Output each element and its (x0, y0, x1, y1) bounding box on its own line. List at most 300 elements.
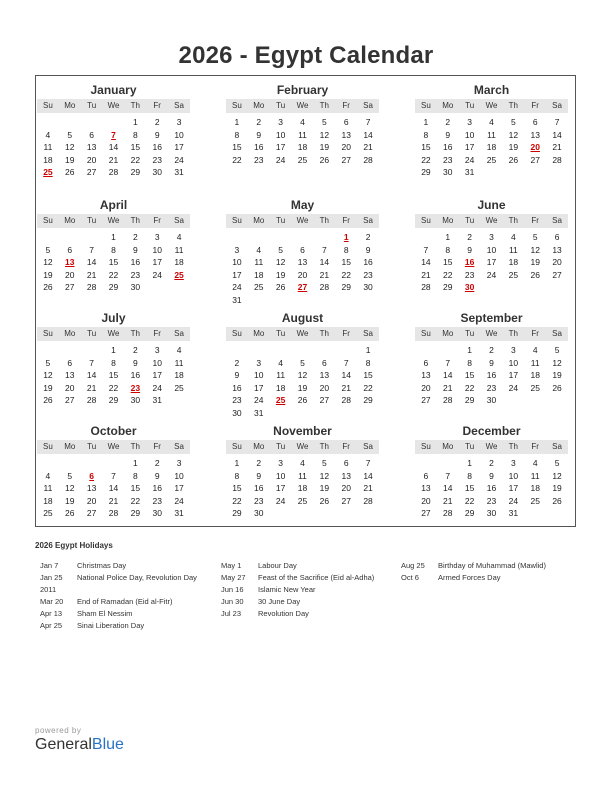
week-row (415, 154, 568, 167)
weekday-header (415, 440, 568, 454)
day-cell: 20 (86, 495, 97, 506)
day-cell: 27 (86, 167, 97, 177)
day-cell: 24 (275, 495, 286, 506)
day-cell: 27 (86, 508, 97, 518)
page-title: 2026 - Egypt Calendar (178, 42, 434, 69)
empty-day (335, 407, 357, 420)
day-cell: 10 (232, 257, 242, 267)
weekday-label: Tu (276, 329, 286, 338)
month-july (37, 310, 190, 407)
empty-day (59, 344, 81, 357)
weekday-label: Su (232, 216, 242, 225)
day-cell: 20 (421, 495, 431, 506)
weekday-label: We (485, 101, 498, 110)
day-cell: 13 (421, 370, 431, 380)
day-cell: 20 (86, 154, 97, 165)
holiday-item (221, 584, 396, 596)
day-cell: 25 (254, 282, 264, 292)
holiday-day: 6 (89, 470, 94, 481)
weekday-label: Fr (153, 216, 161, 225)
day-cell: 19 (552, 370, 562, 380)
day-cell: 27 (421, 395, 431, 405)
day-cell: 23 (152, 495, 162, 506)
holiday-day: 16 (464, 257, 475, 267)
holiday-name: Armed Forces Day (438, 573, 501, 582)
day-cell: 7 (554, 117, 560, 127)
day-cell: 16 (486, 483, 497, 493)
day-cell: 31 (232, 294, 242, 305)
day-cell: 7 (111, 470, 116, 481)
empty-day (335, 294, 357, 307)
weekday-label: Tu (465, 216, 475, 225)
holiday-column (401, 560, 571, 584)
day-cell: 7 (321, 244, 327, 255)
day-cell: 15 (363, 370, 373, 380)
day-cell: 18 (174, 257, 184, 267)
day-cell: 23 (152, 154, 162, 165)
weekday-label: Sa (174, 442, 184, 451)
day-cell: 11 (298, 129, 307, 140)
day-cell: 6 (343, 458, 349, 468)
weekday-label: Fr (153, 442, 161, 451)
week-row (37, 507, 190, 520)
day-cell: 28 (86, 282, 97, 292)
day-cell: 13 (86, 483, 97, 493)
day-cell: 12 (552, 357, 562, 368)
day-cell: 19 (508, 142, 519, 152)
day-cell: 20 (65, 269, 75, 280)
day-cell: 30 (486, 395, 497, 405)
weekday-label: Mo (442, 329, 454, 338)
day-cell: 23 (254, 495, 264, 506)
day-cell: 4 (278, 357, 283, 368)
day-cell: 26 (552, 382, 562, 393)
week-row (37, 269, 190, 282)
day-cell: 18 (254, 269, 264, 280)
day-cell: 19 (65, 495, 75, 506)
day-cell: 26 (275, 282, 286, 292)
day-cell: 15 (232, 483, 242, 493)
day-cell: 21 (341, 382, 351, 393)
holiday-column (221, 560, 396, 620)
day-cell: 24 (152, 269, 162, 280)
empty-day (59, 231, 81, 244)
weekday-label: Tu (87, 442, 97, 451)
day-cell: 16 (130, 370, 141, 380)
month-march (415, 82, 568, 179)
empty-day (313, 231, 335, 244)
brand-name-part2: Blue (91, 736, 124, 753)
day-cell: 22 (232, 154, 242, 165)
day-cell: 10 (174, 129, 184, 140)
day-cell: 22 (464, 495, 475, 506)
empty-day (248, 344, 270, 357)
day-cell: 13 (319, 370, 330, 380)
day-cell: 8 (132, 470, 138, 481)
day-cell: 22 (421, 154, 431, 165)
day-cell: 4 (256, 244, 262, 255)
empty-day (103, 116, 125, 129)
week-row (226, 470, 379, 483)
empty-day (313, 407, 335, 420)
day-cell: 9 (154, 129, 160, 140)
empty-day (226, 231, 248, 244)
empty-day (357, 507, 379, 520)
holiday-item (221, 560, 396, 572)
holiday-day: 13 (65, 257, 75, 267)
day-cell: 17 (508, 483, 519, 493)
day-cell: 17 (152, 370, 162, 380)
day-cell: 15 (464, 483, 475, 493)
day-cell: 18 (297, 142, 308, 152)
day-cell: 14 (363, 470, 373, 481)
day-cell: 14 (443, 483, 453, 493)
week-row (37, 281, 190, 294)
weekday-label: Tu (465, 101, 475, 110)
week-row (226, 231, 379, 244)
empty-day (270, 344, 292, 357)
weekday-label: Su (421, 329, 431, 338)
month-may (226, 197, 379, 306)
day-cell: 6 (423, 470, 429, 481)
day-cell: 2 (467, 232, 472, 242)
day-cell: 2 (489, 345, 494, 355)
weekday-header (226, 99, 379, 113)
empty-day (270, 231, 292, 244)
weekday-label: Su (43, 442, 53, 451)
day-cell: 20 (341, 142, 351, 152)
empty-day (270, 294, 292, 307)
day-cell: 9 (489, 357, 494, 368)
month-october (37, 423, 190, 520)
weekday-header (37, 99, 190, 113)
day-cell: 18 (508, 257, 519, 267)
day-cell: 31 (174, 508, 184, 518)
day-cell: 15 (108, 370, 119, 380)
day-cell: 30 (130, 395, 141, 405)
day-cell: 18 (530, 483, 540, 493)
day-cell: 9 (154, 470, 160, 481)
day-cell: 4 (176, 232, 182, 242)
month-name: April (99, 198, 128, 212)
day-cell: 2 (234, 357, 240, 368)
day-cell: 25 (297, 154, 308, 165)
weekday-label: We (107, 216, 120, 225)
day-cell: 23 (130, 269, 141, 280)
day-cell: 6 (532, 117, 538, 127)
holiday-name: Revolution Day (258, 609, 309, 618)
day-cell: 20 (297, 269, 308, 280)
week-row (37, 129, 190, 142)
day-cell: 18 (43, 154, 53, 165)
day-cell: 12 (297, 370, 308, 380)
day-cell: 10 (254, 370, 264, 380)
day-cell: 22 (363, 382, 373, 393)
day-cell: 22 (108, 269, 119, 280)
day-cell: 15 (130, 483, 141, 493)
holiday-name: Sham El Nessim (77, 609, 133, 618)
week-row (37, 482, 190, 495)
day-cell: 16 (363, 257, 373, 267)
week-row (415, 369, 568, 382)
holiday-item (401, 572, 571, 584)
day-cell: 27 (421, 508, 431, 518)
day-cell: 30 (152, 508, 162, 518)
weekday-label: We (107, 329, 120, 338)
day-cell: 28 (421, 282, 431, 292)
week-row (415, 231, 568, 244)
holiday-name: Islamic New Year (258, 585, 316, 594)
empty-day (313, 507, 335, 520)
week-row (37, 141, 190, 154)
day-cell: 15 (108, 257, 119, 267)
day-cell: 10 (174, 470, 184, 481)
weekday-label: Su (421, 216, 431, 225)
holiday-item (401, 560, 571, 572)
weekday-label: Su (43, 329, 53, 338)
weekday-label: Mo (64, 442, 76, 451)
empty-day (481, 281, 503, 294)
day-cell: 17 (508, 370, 519, 380)
day-cell: 14 (421, 257, 431, 267)
day-cell: 19 (297, 382, 308, 393)
holiday-date: Jan 25 (40, 573, 63, 582)
day-cell: 11 (43, 142, 53, 152)
weekday-label: Th (319, 216, 330, 225)
day-cell: 4 (532, 345, 538, 355)
day-cell: 9 (256, 470, 262, 481)
empty-day (357, 294, 379, 307)
empty-day (168, 394, 190, 407)
day-cell: 8 (467, 357, 472, 368)
holiday-name: 30 June Day (258, 597, 301, 606)
month-name: October (90, 424, 137, 438)
day-cell: 25 (174, 382, 184, 393)
day-cell: 28 (443, 395, 453, 405)
day-cell: 23 (486, 382, 497, 393)
day-cell: 27 (552, 269, 562, 280)
day-cell: 5 (67, 470, 73, 481)
day-cell: 19 (43, 269, 53, 280)
day-cell: 20 (341, 483, 351, 493)
weekday-label: Sa (174, 329, 184, 338)
holiday-name: Christmas Day (77, 561, 127, 570)
day-cell: 13 (341, 470, 351, 481)
weekday-label: Fr (342, 329, 350, 338)
day-cell: 20 (319, 382, 330, 393)
day-cell: 9 (489, 470, 494, 481)
day-cell: 31 (152, 395, 162, 405)
day-cell: 29 (108, 282, 119, 292)
empty-day (415, 344, 437, 357)
weekday-header (37, 327, 190, 341)
holiday-item (40, 608, 215, 620)
month-name: November (273, 424, 332, 438)
weekday-label: Tu (276, 101, 286, 110)
day-cell: 5 (45, 244, 51, 255)
day-cell: 15 (421, 142, 431, 152)
day-cell: 3 (234, 244, 240, 255)
day-cell: 28 (363, 154, 373, 165)
holiday-day: 25 (275, 395, 286, 405)
weekday-label: Fr (531, 101, 539, 110)
day-cell: 5 (300, 357, 305, 368)
empty-day (313, 294, 335, 307)
day-cell: 11 (530, 470, 540, 481)
week-row (37, 457, 190, 470)
day-cell: 11 (298, 470, 307, 481)
weekday-label: Su (421, 442, 431, 451)
weekday-label: Tu (465, 442, 475, 451)
day-cell: 22 (232, 495, 242, 506)
day-cell: 2 (489, 458, 494, 468)
weekday-label: Th (319, 329, 330, 338)
day-cell: 28 (443, 508, 453, 518)
week-row (226, 129, 379, 142)
day-cell: 12 (530, 244, 540, 255)
day-cell: 1 (467, 458, 472, 468)
weekday-label: Tu (276, 442, 286, 451)
week-row (415, 129, 568, 142)
day-cell: 10 (508, 470, 519, 481)
day-cell: 21 (86, 382, 97, 393)
day-cell: 2 (445, 117, 451, 127)
holiday-day: 20 (530, 142, 540, 152)
day-cell: 29 (130, 167, 141, 177)
day-cell: 19 (319, 483, 330, 493)
weekday-header (37, 214, 190, 228)
day-cell: 5 (278, 244, 283, 255)
weekday-label: Mo (64, 329, 76, 338)
day-cell: 10 (508, 357, 519, 368)
empty-day (292, 294, 314, 307)
day-cell: 12 (43, 257, 53, 267)
weekday-label: Su (232, 329, 242, 338)
day-cell: 29 (363, 395, 373, 405)
brand-logo (35, 736, 124, 754)
day-cell: 26 (508, 154, 519, 165)
day-cell: 19 (552, 483, 562, 493)
weekday-label: Th (508, 101, 519, 110)
holiday-date: Mar 20 (40, 597, 64, 606)
holiday-name: Birthday of Muhammad (Mawlid) (438, 561, 546, 570)
day-cell: 30 (130, 282, 141, 292)
empty-day (146, 281, 168, 294)
day-cell: 26 (65, 508, 75, 518)
day-cell: 11 (174, 357, 184, 368)
weekday-header (226, 214, 379, 228)
day-cell: 3 (176, 458, 182, 468)
day-cell: 9 (132, 244, 138, 255)
day-cell: 18 (275, 382, 286, 393)
day-cell: 23 (254, 154, 264, 165)
day-cell: 18 (43, 495, 53, 506)
day-cell: 24 (508, 495, 519, 506)
holiday-date: Jan 7 (40, 561, 59, 570)
holiday-item (221, 608, 396, 620)
weekday-label: Su (43, 216, 53, 225)
weekday-label: We (485, 216, 498, 225)
day-cell: 21 (86, 269, 97, 280)
day-cell: 17 (464, 142, 475, 152)
week-row (226, 457, 379, 470)
week-row (226, 116, 379, 129)
day-cell: 14 (363, 129, 373, 140)
empty-day (524, 394, 546, 407)
week-row (226, 495, 379, 508)
day-cell: 28 (552, 154, 562, 165)
week-row (415, 507, 568, 520)
day-cell: 15 (464, 370, 475, 380)
empty-day (168, 281, 190, 294)
day-cell: 27 (319, 395, 330, 405)
day-cell: 26 (65, 167, 75, 177)
holiday-date: Aug 25 (401, 561, 425, 570)
weekday-label: We (296, 101, 309, 110)
day-cell: 28 (319, 282, 330, 292)
day-cell: 19 (530, 257, 540, 267)
day-cell: 7 (89, 244, 94, 255)
day-cell: 16 (152, 483, 162, 493)
day-cell: 11 (530, 357, 540, 368)
weekday-label: Mo (253, 216, 265, 225)
month-june (415, 197, 568, 294)
day-cell: 13 (552, 244, 562, 255)
day-cell: 4 (176, 345, 182, 355)
day-cell: 24 (275, 154, 286, 165)
weekday-label: Fr (342, 442, 350, 451)
month-november (226, 423, 379, 520)
day-cell: 22 (130, 154, 141, 165)
day-cell: 14 (443, 370, 453, 380)
week-row (415, 457, 568, 470)
week-row (37, 357, 190, 370)
month-name: August (281, 311, 324, 325)
week-row (415, 166, 568, 179)
day-cell: 5 (510, 117, 516, 127)
day-cell: 3 (154, 232, 160, 242)
day-cell: 28 (108, 508, 119, 518)
day-cell: 25 (486, 154, 497, 165)
week-row (226, 482, 379, 495)
day-cell: 6 (423, 357, 429, 368)
day-cell: 14 (341, 370, 351, 380)
day-cell: 22 (130, 495, 141, 506)
week-row (415, 470, 568, 483)
day-cell: 2 (154, 458, 160, 468)
day-cell: 3 (154, 345, 160, 355)
day-cell: 3 (256, 357, 262, 368)
day-cell: 5 (532, 232, 538, 242)
weekday-header (37, 440, 190, 454)
day-cell: 20 (65, 382, 75, 393)
week-row (226, 281, 379, 294)
day-cell: 12 (508, 129, 519, 140)
day-cell: 29 (464, 508, 475, 518)
day-cell: 13 (86, 142, 97, 152)
weekday-label: Tu (87, 216, 97, 225)
day-cell: 7 (423, 244, 429, 255)
weekday-label: Th (508, 442, 519, 451)
week-row (37, 231, 190, 244)
empty-day (37, 116, 59, 129)
day-cell: 14 (552, 129, 562, 140)
day-cell: 29 (421, 167, 431, 177)
day-cell: 24 (508, 382, 519, 393)
day-cell: 16 (254, 483, 264, 493)
day-cell: 31 (174, 167, 184, 177)
empty-day (502, 166, 524, 179)
